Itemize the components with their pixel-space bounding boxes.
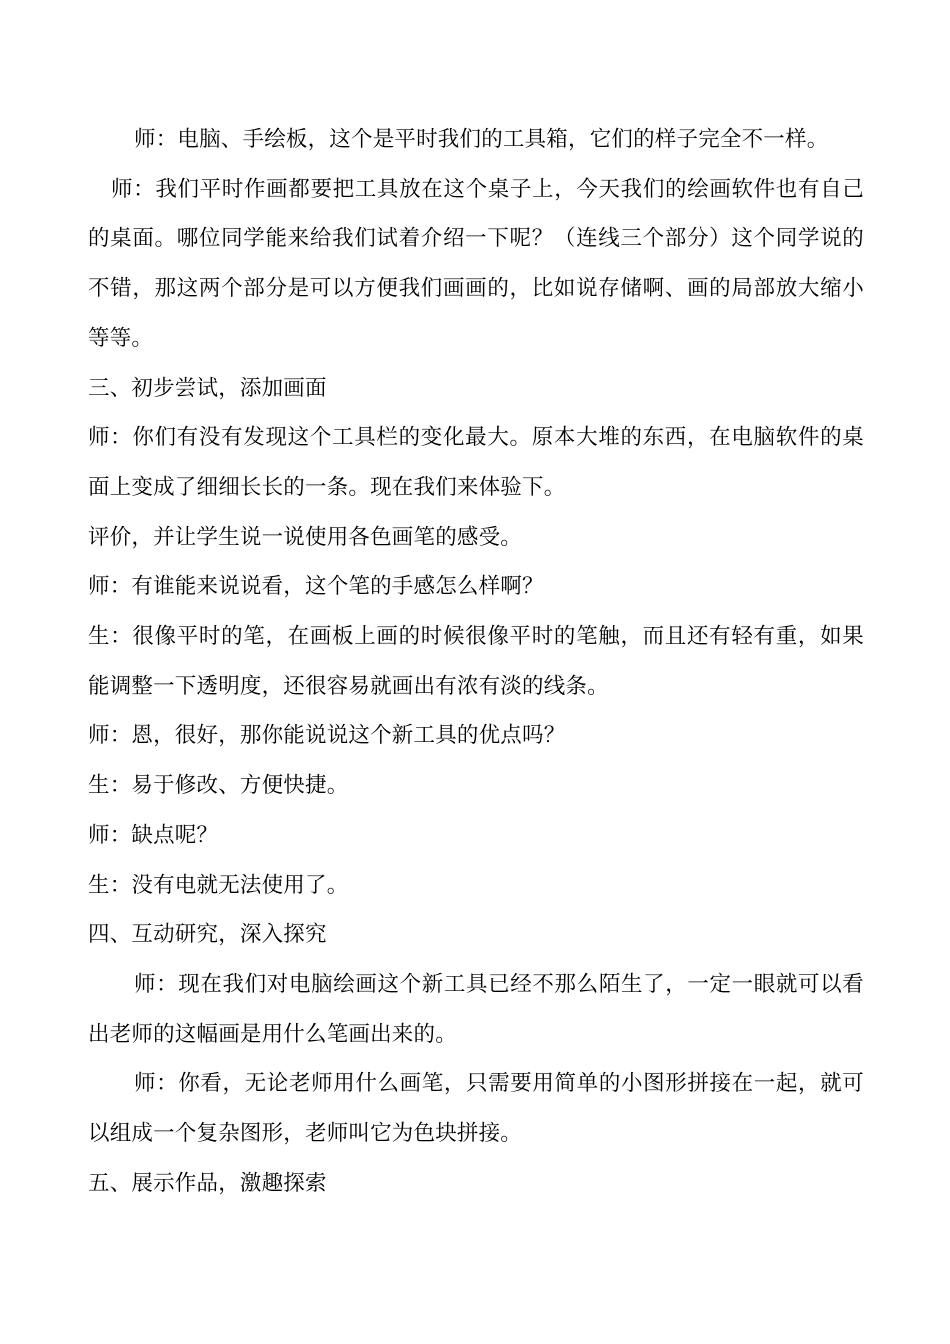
document-page	[88, 115, 864, 1208]
paragraph-teacher-question-pen: 师：有谁能来说说看，这个笔的手感怎么样啊？	[88, 574, 544, 600]
section-heading-5: 五、展示作品，激趣探索	[88, 1170, 327, 1196]
paragraph-student-disadvantages: 生：没有电就无法使用了。	[88, 872, 349, 898]
paragraph-teacher-advantages: 师：恩，很好，那你能说说这个新工具的优点吗？	[88, 723, 566, 749]
section-heading-3: 三、初步尝试，添加画面	[88, 375, 327, 401]
paragraph-student-advantages: 生：易于修改、方便快捷。	[88, 773, 349, 799]
paragraph-teacher-desktop: 师：我们平时作画都要把工具放在这个桌子上，今天我们的绘画软件也有自己的桌面。哪位同学能来给我们试着介绍一下呢？（连线三个部分）这个同学说的不错，那这两个部分是可以方便我们画画的，比如说存储啊、画的局部放大缩小等等。	[88, 176, 864, 351]
paragraph-teacher-disadvantages: 师：缺点呢？	[88, 822, 219, 848]
paragraph-teacher-tools: 师：电脑、手绘板，这个是平时我们的工具箱，它们的样子完全不一样。	[134, 127, 829, 152]
paragraph-teacher-toolbar: 师：你们有没有发现这个工具栏的变化最大。原本大堆的东西，在电脑软件的桌面上变成了细细长长的一条。现在我们来体验下。	[88, 425, 864, 500]
section-heading-4: 四、互动研究，深入探究	[88, 922, 327, 948]
paragraph-teacher-color-blocks: 师：你看，无论老师用什么画笔，只需要用简单的小图形拼接在一起，就可以组成一个复杂图形，老师叫它为色块拼接。	[88, 1071, 864, 1147]
paragraph-student-pen-feel: 生：很像平时的笔，在画板上画的时候很像平时的笔触，而且还有轻有重，如果能调整一下透明度，还很容易就画出有浓有淡的线条。	[88, 624, 864, 699]
paragraph-evaluation: 评价，并让学生说一说使用各色画笔的感受。	[88, 524, 523, 550]
paragraph-teacher-painting: 师：现在我们对电脑绘画这个新工具已经不那么陌生了，一定一眼就可以看出老师的这幅画是用什么笔画出来的。	[88, 971, 864, 1047]
